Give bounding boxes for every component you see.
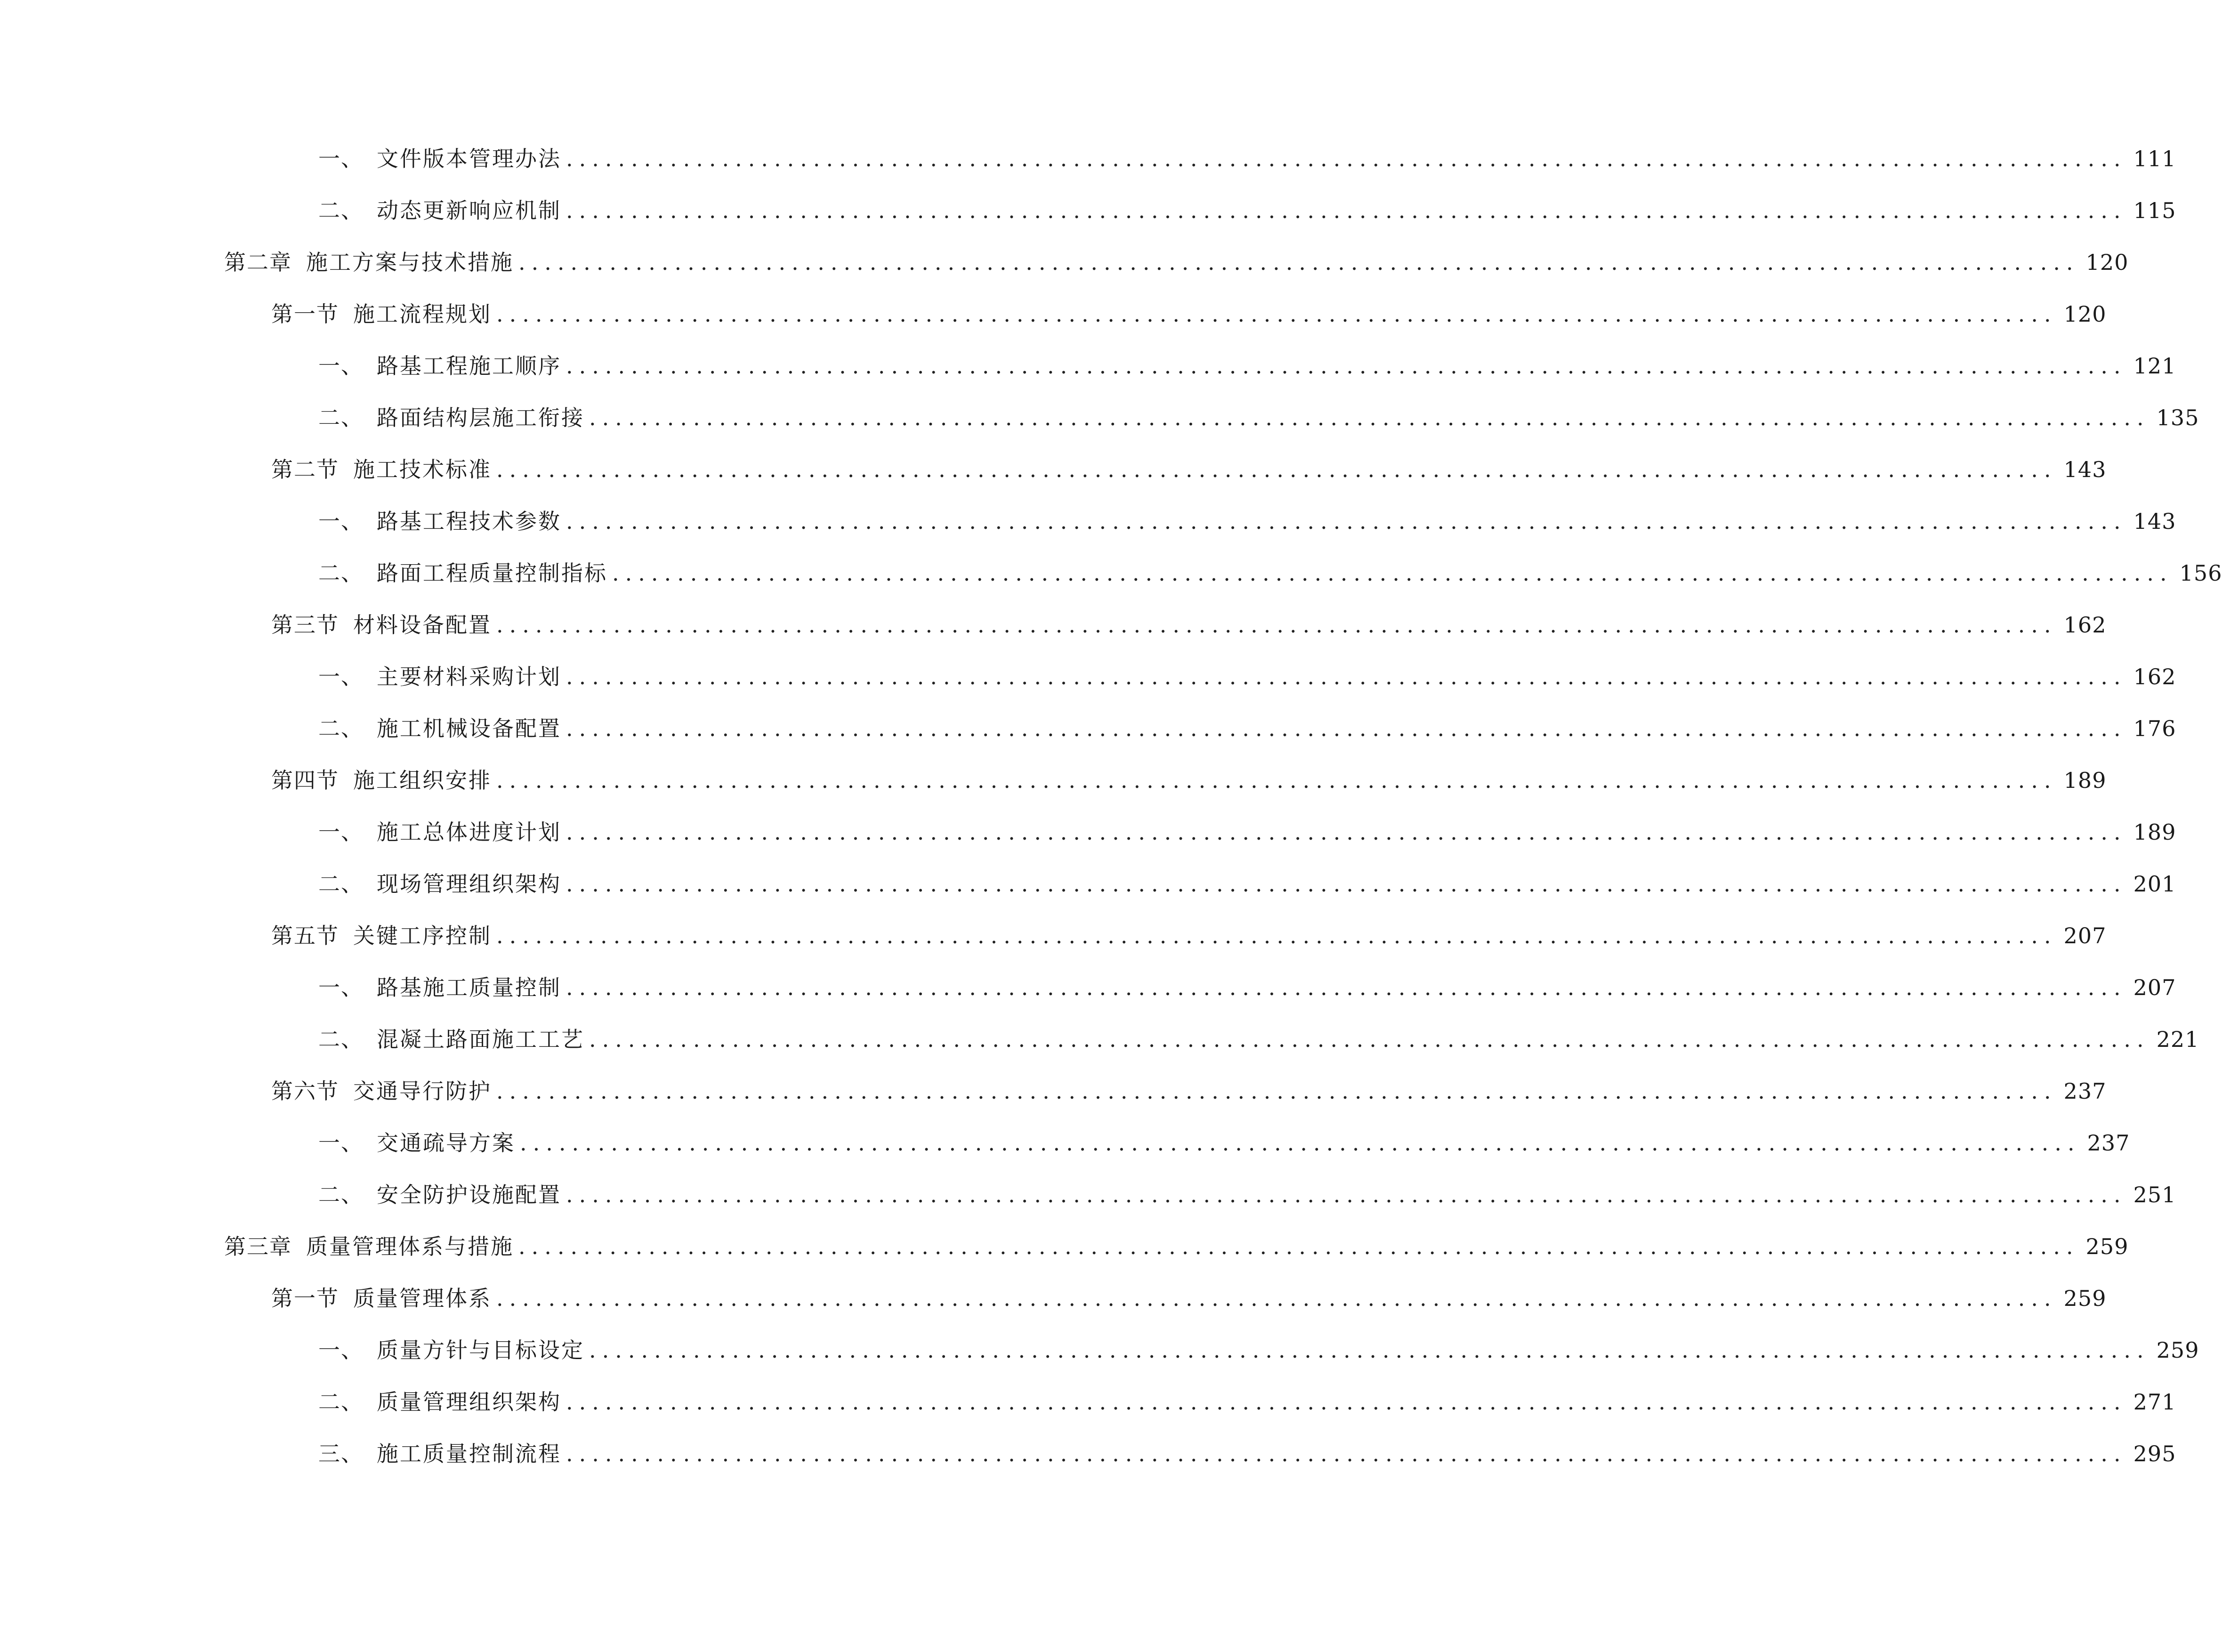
toc-entry-title: 交通导行防护 [353,1078,492,1104]
toc-entry-title: 质量管理体系与措施 [306,1234,514,1259]
toc-entry-number: 二、 [318,871,364,897]
toc-entry-title: 施工方案与技术措施 [306,250,514,275]
toc-entry-page: 295 [2133,1441,2176,1466]
toc-entry-number: 第一节 [271,1286,339,1311]
toc-entry-page: 189 [2063,768,2107,793]
toc-dot-leader: ........................................................................................................................ [496,612,2057,638]
toc-entry-title: 质量方针与目标设定 [377,1337,584,1363]
toc-entry-page: 207 [2063,923,2107,948]
toc-entry-title: 现场管理组织架构 [377,871,561,897]
toc-entry-number: 二、 [318,716,364,741]
toc-dot-leader: ........................................................................................................................ [566,819,2127,845]
toc-entry-number: 第二章 [224,250,292,275]
toc-entry-title: 施工质量控制流程 [377,1441,561,1466]
toc-entry[interactable] [318,705,2176,743]
toc-dot-leader: ........................................................................................................................ [566,1182,2127,1207]
toc-entry-page: 259 [2063,1286,2107,1311]
toc-dot-leader: ........................................................................................................................ [496,923,2057,948]
toc-entry-title: 施工总体进度计划 [377,819,561,845]
toc-dot-leader: ........................................................................................................................ [566,1441,2127,1466]
toc-entry[interactable] [318,1327,2199,1364]
toc-entry-title: 主要材料采购计划 [377,664,561,689]
toc-entry-page: 189 [2133,819,2176,845]
toc-entry-page: 201 [2133,871,2176,897]
toc-entry-page: 111 [2133,146,2176,171]
toc-entry-number: 一、 [318,819,364,845]
toc-entry[interactable] [271,291,2107,328]
toc-entry-title: 路基施工质量控制 [377,975,561,1000]
toc-dot-leader: ........................................................................................................................ [589,1337,2150,1363]
toc-entry[interactable] [318,187,2176,225]
toc-entry-number: 第五节 [271,923,339,948]
toc-dot-leader: ........................................................................................................................ [518,1234,2079,1259]
toc-entry[interactable] [318,653,2176,691]
toc-dot-leader: ........................................................................................................................ [566,975,2127,1000]
toc-entry-number: 二、 [318,1182,364,1207]
toc-entry[interactable] [318,964,2176,1002]
toc-entry-title: 路面工程质量控制指标 [377,560,607,586]
toc-entry-number: 一、 [318,664,364,689]
toc-dot-leader: ........................................................................................................................ [566,509,2127,534]
toc-entry-page: 251 [2133,1182,2176,1207]
toc-entry-page: 259 [2085,1234,2129,1259]
toc-dot-leader: ........................................................................................................................ [496,768,2057,793]
toc-entry-number: 二、 [318,198,364,223]
toc-entry[interactable] [318,860,2176,898]
toc-entry-page: 221 [2156,1027,2199,1052]
toc-entry-number: 一、 [318,509,364,534]
toc-dot-leader: ........................................................................................................................ [496,1286,2057,1311]
toc-entry[interactable] [318,1378,2176,1416]
toc-entry-number: 二、 [318,1027,364,1052]
toc-entry-page: 156 [2179,560,2222,586]
toc-entry-page: 135 [2156,405,2199,430]
toc-entry-title: 施工技术标准 [353,457,492,482]
toc-entry[interactable] [271,446,2107,484]
toc-entry-number: 一、 [318,1130,364,1156]
toc-dot-leader: ........................................................................................................................ [518,250,2079,275]
toc-dot-leader: ........................................................................................................................ [496,301,2057,327]
toc-entry-title: 混凝土路面施工工艺 [377,1027,584,1052]
toc-dot-leader: ........................................................................................................................ [496,457,2057,482]
toc-entry[interactable] [271,912,2107,950]
toc-dot-leader: ........................................................................................................................ [566,871,2127,897]
toc-entry-page: 237 [2063,1078,2107,1104]
toc-entry[interactable] [318,1171,2176,1209]
toc-dot-leader: ........................................................................................................................ [566,664,2127,689]
toc-entry-number: 二、 [318,1389,364,1415]
toc-entry[interactable] [271,601,2107,639]
toc-entry-page: 207 [2133,975,2176,1000]
toc-entry-page: 162 [2133,664,2176,689]
toc-dot-leader: ........................................................................................................................ [566,716,2127,741]
toc-entry-page: 176 [2133,716,2176,741]
toc-entry-number: 第三章 [224,1234,292,1259]
toc-entry[interactable] [318,498,2176,535]
toc-entry-number: 一、 [318,146,364,171]
toc-entry-number: 第二节 [271,457,339,482]
toc-entry-title: 施工机械设备配置 [377,716,561,741]
toc-entry[interactable] [318,550,2222,587]
toc-entry-page: 143 [2063,457,2107,482]
toc-entry-number: 第六节 [271,1078,339,1104]
toc-entry[interactable] [318,394,2199,432]
toc-entry-title: 路基工程技术参数 [377,509,561,534]
toc-entry-page: 120 [2085,250,2129,275]
toc-dot-leader: ........................................................................................................................ [589,405,2150,430]
toc-dot-leader: ........................................................................................................................ [566,198,2127,223]
toc-entry-title: 质量管理组织架构 [377,1389,561,1415]
toc-entry-page: 120 [2063,301,2107,327]
toc-entry[interactable] [318,809,2176,846]
toc-entry-title: 施工流程规划 [353,301,492,327]
toc-entry-page: 259 [2156,1337,2199,1363]
toc-entry-number: 二、 [318,405,364,430]
toc-entry-page: 271 [2133,1389,2176,1415]
toc-entry-number: 第三节 [271,612,339,638]
toc-entry-number: 二、 [318,560,364,586]
toc-entry-page: 162 [2063,612,2107,638]
toc-entry[interactable] [318,1430,2176,1468]
toc-entry-title: 文件版本管理办法 [377,146,561,171]
toc-entry[interactable] [224,1223,2129,1261]
toc-dot-leader: ........................................................................................................................ [520,1130,2081,1156]
toc-entry[interactable] [318,135,2176,173]
toc-entry-page: 237 [2087,1130,2130,1156]
toc-entry-page: 121 [2133,353,2176,379]
toc-entry[interactable] [271,1068,2107,1105]
toc-entry-page: 143 [2133,509,2176,534]
toc-entry-title: 材料设备配置 [353,612,492,638]
toc-entry-number: 一、 [318,975,364,1000]
toc-entry-number: 三、 [318,1441,364,1466]
toc-entry[interactable] [271,1275,2107,1312]
toc-entry-number: 第四节 [271,768,339,793]
toc-entry-number: 一、 [318,353,364,379]
toc-entry-title: 交通疏导方案 [377,1130,515,1156]
toc-dot-leader: ........................................................................................................................ [566,353,2127,379]
toc-entry[interactable] [271,757,2107,794]
toc-entry[interactable] [224,239,2129,276]
toc-entry-number: 第一节 [271,301,339,327]
toc-entry-title: 路面结构层施工衔接 [377,405,584,430]
toc-entry[interactable] [318,1119,2130,1157]
toc-entry-title: 安全防护设施配置 [377,1182,561,1207]
toc-entry-page: 115 [2133,198,2176,223]
toc-dot-leader: ........................................................................................................................ [566,1389,2127,1415]
toc-dot-leader: ........................................................................................................................ [612,560,2173,586]
toc-entry[interactable] [318,1016,2199,1053]
toc-entry-title: 质量管理体系 [353,1286,492,1311]
toc-entry[interactable] [318,342,2176,380]
toc-entry-title: 施工组织安排 [353,768,492,793]
toc-dot-leader: ........................................................................................................................ [566,146,2127,171]
toc-entry-title: 动态更新响应机制 [377,198,561,223]
toc-entry-number: 一、 [318,1337,364,1363]
toc-entry-title: 关键工序控制 [353,923,492,948]
toc-dot-leader: ........................................................................................................................ [496,1078,2057,1104]
toc-dot-leader: ........................................................................................................................ [589,1027,2150,1052]
toc-entry-title: 路基工程施工顺序 [377,353,561,379]
